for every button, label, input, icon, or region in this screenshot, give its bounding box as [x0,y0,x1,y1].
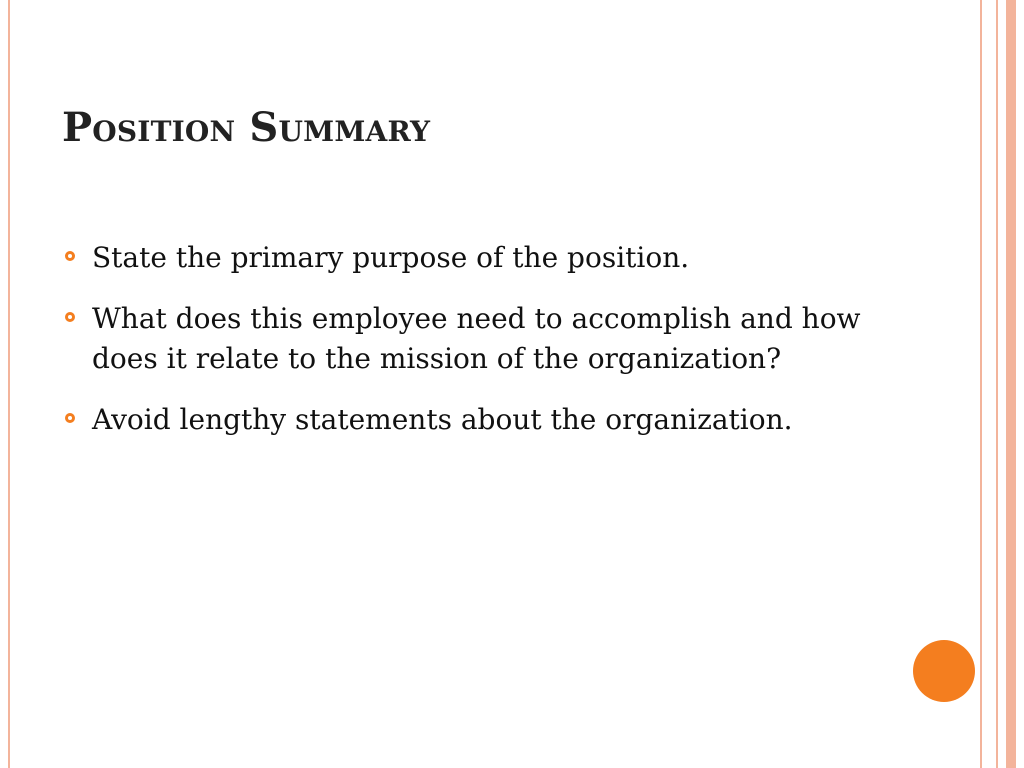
list-item [62,400,902,440]
left-border-decoration [8,0,10,768]
list-item [62,238,902,278]
bullet-list [62,238,902,461]
right-stripe-decoration [978,0,1024,768]
bullet-circle-icon [65,413,75,423]
bullet-text: Avoid lengthy statements about the organization. [92,403,793,436]
accent-circle-icon [913,640,975,702]
bullet-text: State the primary purpose of the position. [92,241,690,274]
page-title: Position Summary [62,104,431,151]
bullet-circle-icon [65,312,75,322]
bullet-text: What does this employee need to accomplish and how does it relate to the mission of the organization? [92,302,861,375]
bullet-circle-icon [65,251,75,261]
list-item [62,299,902,379]
